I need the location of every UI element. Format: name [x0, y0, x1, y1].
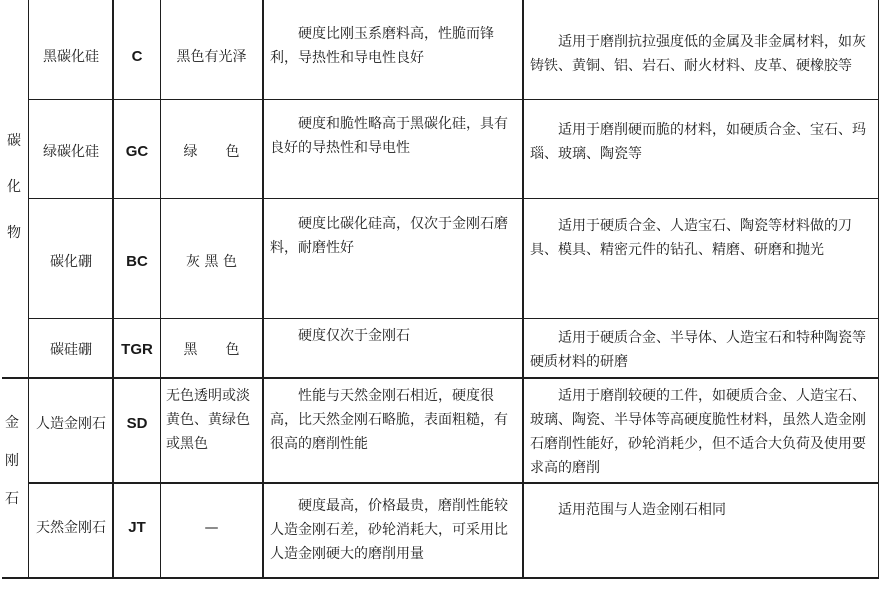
abrasive-code: C	[131, 48, 143, 65]
col-border-group	[28, 0, 29, 378]
abrasive-color: 灰 黑 色	[186, 254, 237, 270]
row-border-1	[28, 99, 879, 100]
diamond-group-divider	[28, 378, 29, 578]
abrasive-name: 黑碳化硅	[43, 49, 99, 65]
group-char: 化	[7, 179, 21, 195]
abrasive-code: JT	[128, 519, 146, 536]
abrasive-color: —	[204, 520, 219, 536]
abrasive-application: 适用于硬质合金、半导体、人造宝石和特种陶瓷等硬质材料的研磨	[530, 330, 866, 370]
abrasive-properties: 硬度比碳化硅高，仅次于金刚石磨料，耐磨性好	[270, 216, 508, 256]
abrasive-name: 人造金刚石	[36, 416, 106, 432]
abrasive-color: 黑色有光泽	[176, 49, 247, 65]
group-label-diamond	[4, 410, 20, 512]
abrasive-color: 无色透明或淡黄色、黄绿色或黑色	[166, 388, 250, 452]
abrasive-color: 绿 色	[183, 144, 240, 160]
abrasive-application: 适用于磨削硬而脆的材料，如硬质合金、宝石、玛瑙、玻璃、陶瓷等	[530, 122, 866, 162]
row-border-bottom	[2, 577, 879, 579]
abrasive-name: 碳化硼	[50, 254, 92, 270]
abrasive-name: 天然金刚石	[36, 520, 106, 536]
abrasive-properties: 硬度比刚玉系磨料高，性脆而锋利，导热性和导电性良好	[270, 26, 494, 66]
abrasive-properties: 硬度仅次于金刚石	[298, 328, 410, 344]
row-border-2	[28, 198, 879, 199]
group-char: 刚	[5, 453, 19, 469]
group-char: 金	[5, 415, 19, 431]
col-border-name	[112, 0, 114, 578]
row-border-3	[28, 318, 879, 319]
abrasive-application: 适用范围与人造金刚石相同	[558, 502, 726, 518]
col-border-right	[878, 0, 879, 578]
col-border-properties	[522, 0, 524, 578]
row-border-5	[28, 482, 879, 484]
group-char: 石	[5, 491, 19, 507]
col-border-color	[262, 0, 264, 578]
abrasive-application: 适用于磨削抗拉强度低的金属及非金属材料，如灰铸铁、黄铜、铝、岩石、耐火材料、皮革、硬橡胶等	[530, 34, 866, 74]
abrasive-name: 绿碳化硅	[43, 144, 99, 160]
abrasive-color: 黑 色	[183, 342, 240, 358]
abrasive-properties: 硬度和脆性略高于黑碳化硅，具有良好的导热性和导电性	[270, 116, 508, 156]
abrasive-code: GC	[125, 143, 149, 160]
abrasive-properties: 硬度最高，价格最贵，磨削性能较人造金刚石差，砂轮消耗大，可采用比人造金刚硬大的磨削用量	[270, 498, 508, 562]
abrasive-properties: 性能与天然金刚石相近，硬度很高，比天然金刚石略脆，表面粗糙，有很高的磨削性能	[270, 388, 508, 452]
abrasive-code: SD	[126, 415, 148, 432]
group-char: 物	[7, 225, 21, 241]
col-border-code	[160, 0, 161, 578]
abrasive-name: 碳硅硼	[50, 342, 92, 358]
group-char: 碳	[7, 133, 21, 149]
row-border-4	[2, 377, 879, 379]
abrasive-application: 适用于硬质合金、人造宝石、陶瓷等材料做的刀具、模具、精密元件的钻孔、精磨、研磨和抛光	[530, 218, 852, 258]
abrasive-application: 适用于磨削较硬的工件，如硬质合金、人造宝石、玻璃、陶瓷、半导体等高硬度脆性材料，虽然人造金刚石磨削性能好，砂轮消耗少，但不适合大负荷及使用要求高的磨削	[530, 388, 866, 476]
group-label-carbide	[6, 128, 22, 246]
abrasive-code: BC	[126, 253, 148, 270]
abrasive-code: TGR	[121, 341, 153, 358]
